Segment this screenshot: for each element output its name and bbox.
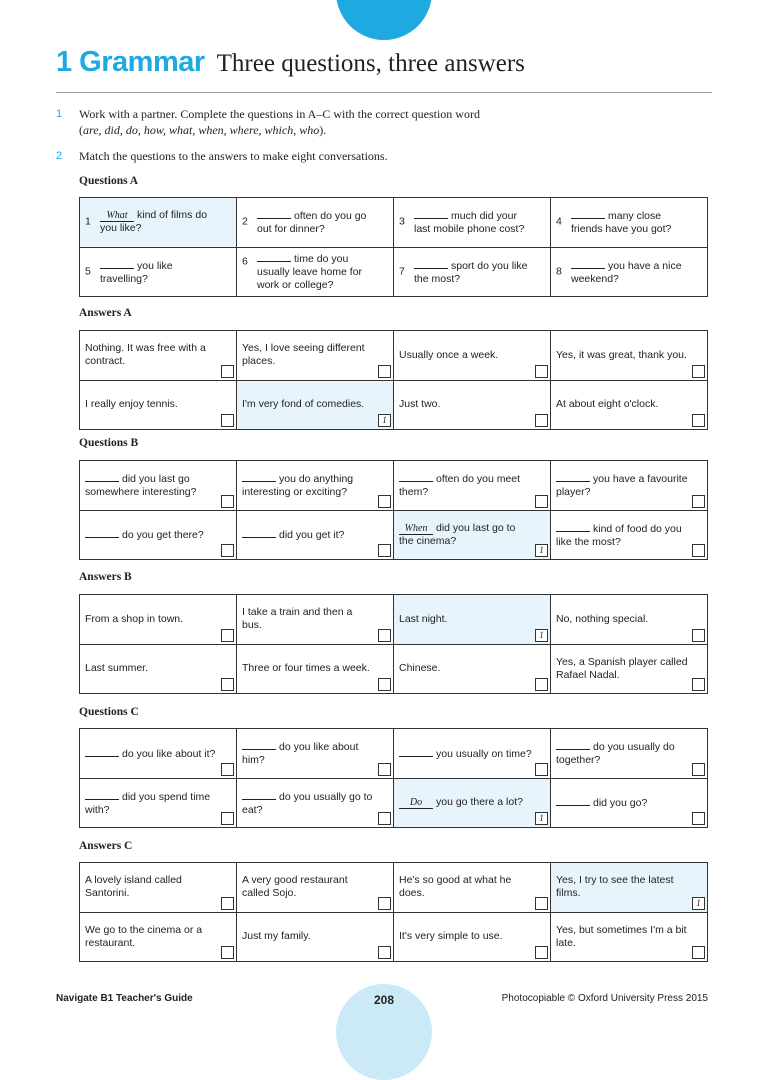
match-checkbox[interactable] <box>221 629 234 642</box>
answer-cell <box>551 331 708 381</box>
answer-text: Just two. <box>399 398 441 411</box>
question-text: sport do you like the most? <box>414 259 528 285</box>
question-text: you like travelling? <box>100 259 173 285</box>
question-text: you go there a lot? <box>436 796 523 809</box>
answer-text: Last night. <box>399 612 448 625</box>
match-checkbox[interactable]: 1 <box>692 897 705 910</box>
match-checkbox[interactable] <box>535 414 548 427</box>
answer-blank[interactable] <box>399 471 433 482</box>
answer-text: Yes, a Spanish player called Rafael Nadal. <box>556 655 688 681</box>
section-label-questions-b: Questions B <box>79 437 139 449</box>
answer-text: Yes, I love seeing different places. <box>242 342 365 368</box>
match-checkbox[interactable] <box>378 897 391 910</box>
answer-text: No, nothing special. <box>556 612 649 625</box>
answer-text: At about eight o'clock. <box>556 398 659 411</box>
title-divider <box>56 92 712 93</box>
question-text-wrap <box>85 527 204 542</box>
answer-text: Three or four times a week. <box>242 662 370 675</box>
question-cell <box>80 729 237 779</box>
question-text-wrap <box>399 746 532 761</box>
question-text: often do you meet them? <box>399 473 521 499</box>
answer-text-wrap <box>85 662 148 675</box>
answer-text-wrap <box>399 398 440 411</box>
question-text: often do you go out for dinner? <box>257 210 367 236</box>
instruction-text: Match the questions to the answers to make eight conversations. <box>79 149 388 163</box>
instruction-text-b: ). <box>319 122 327 137</box>
answer-blank[interactable] <box>556 471 590 482</box>
match-checkbox[interactable] <box>221 812 234 825</box>
question-cell <box>394 729 551 779</box>
question-text: do you like about it? <box>122 747 216 760</box>
match-checkbox[interactable] <box>221 946 234 959</box>
top-decor-circle <box>336 0 432 40</box>
section-label-answers-b: Answers B <box>79 571 132 583</box>
answer-text: Yes, but sometimes I'm a bit late. <box>556 923 687 949</box>
questions-a-grid <box>79 197 708 297</box>
match-checkbox[interactable] <box>535 946 548 959</box>
match-checkbox[interactable] <box>378 812 391 825</box>
question-text: kind of food do you like the most? <box>556 522 682 548</box>
question-cell <box>551 779 708 829</box>
question-word-list: are, did, do, how, what, when, where, which, who <box>83 122 320 137</box>
question-text-wrap <box>399 796 523 809</box>
match-checkbox[interactable] <box>692 763 705 776</box>
answer-text: Chinese. <box>399 662 441 675</box>
question-text-wrap <box>414 208 532 236</box>
answer-text-wrap <box>85 342 218 368</box>
title-subtitle: Three questions, three answers <box>216 50 525 77</box>
question-text: did you last go to the cinema? <box>399 521 516 547</box>
match-checkbox[interactable] <box>692 365 705 378</box>
match-checkbox[interactable] <box>221 544 234 557</box>
filled-answer-blank[interactable]: What <box>100 210 134 222</box>
answer-blank[interactable] <box>556 795 590 806</box>
question-cell <box>80 779 237 829</box>
answer-cell <box>394 863 551 913</box>
answer-cell <box>80 381 237 431</box>
question-text: did you go? <box>593 797 648 810</box>
match-checkbox[interactable] <box>221 495 234 508</box>
answer-cell <box>551 913 708 963</box>
match-checkbox[interactable] <box>535 763 548 776</box>
answer-cell <box>394 645 551 695</box>
question-text-wrap <box>100 209 218 235</box>
answer-cell <box>237 913 394 963</box>
title-number: 1 Grammar <box>56 46 205 78</box>
question-cell <box>394 461 551 511</box>
question-text-wrap <box>257 251 375 292</box>
match-checkbox[interactable] <box>378 946 391 959</box>
answer-text-wrap <box>85 874 218 900</box>
question-cell <box>80 248 237 298</box>
question-cell <box>394 779 551 829</box>
question-text-wrap <box>399 471 532 499</box>
answer-text: Yes, I try to see the latest films. <box>556 874 674 900</box>
question-text: you usually on time? <box>436 747 532 760</box>
instruction-text <box>79 107 496 138</box>
answer-cell <box>551 863 708 913</box>
answer-cell <box>237 645 394 695</box>
match-checkbox[interactable] <box>692 495 705 508</box>
answer-text-wrap <box>242 930 311 943</box>
answer-blank[interactable] <box>571 258 605 269</box>
question-cell <box>80 461 237 511</box>
answer-cell <box>551 381 708 431</box>
answer-cell <box>394 381 551 431</box>
questions-b-grid <box>79 460 708 560</box>
match-checkbox[interactable] <box>221 897 234 910</box>
answer-blank[interactable] <box>556 521 590 532</box>
question-cell <box>237 729 394 779</box>
question-text-wrap <box>556 471 689 499</box>
answer-text: We go to the cinema or a restaurant. <box>85 923 203 949</box>
match-checkbox[interactable] <box>378 365 391 378</box>
question-cell <box>237 779 394 829</box>
question-text-wrap <box>556 521 689 549</box>
answer-blank[interactable] <box>414 258 448 269</box>
question-text-wrap <box>85 471 218 499</box>
match-checkbox[interactable] <box>535 365 548 378</box>
answer-text-wrap <box>399 874 532 900</box>
match-checkbox[interactable] <box>692 946 705 959</box>
question-cell <box>551 198 708 248</box>
answer-blank[interactable] <box>85 789 119 800</box>
answer-blank[interactable] <box>242 527 276 538</box>
question-text-wrap <box>242 739 375 767</box>
question-cell <box>551 248 708 298</box>
question-text-wrap <box>242 527 344 542</box>
match-checkbox[interactable] <box>378 629 391 642</box>
answer-cell <box>237 331 394 381</box>
question-text-wrap <box>571 208 689 236</box>
question-cell <box>80 511 237 561</box>
answer-cell <box>394 595 551 645</box>
match-checkbox[interactable] <box>692 678 705 691</box>
answer-text: From a shop in town. <box>85 612 184 625</box>
match-checkbox[interactable] <box>535 495 548 508</box>
match-checkbox[interactable] <box>692 812 705 825</box>
question-number: 7 <box>399 265 405 278</box>
filled-answer-blank[interactable]: When <box>399 523 433 535</box>
answer-cell <box>237 595 394 645</box>
match-checkbox[interactable]: 1 <box>535 812 548 825</box>
question-text: did you last go somewhere interesting? <box>85 473 197 499</box>
answer-text-wrap <box>85 398 178 411</box>
answer-text-wrap <box>399 613 447 626</box>
answer-cell <box>394 913 551 963</box>
question-text-wrap <box>100 258 218 286</box>
answer-blank[interactable] <box>85 527 119 538</box>
question-text: you do anything interesting or exciting? <box>242 473 354 499</box>
question-cell <box>80 198 237 248</box>
answer-blank[interactable] <box>85 746 119 757</box>
answer-cell <box>237 381 394 431</box>
answer-cell <box>394 331 551 381</box>
question-text-wrap <box>257 208 375 236</box>
answer-text-wrap <box>242 606 375 632</box>
footer-copyright: Photocopiable © Oxford University Press 2015 <box>501 993 708 1004</box>
answer-text-wrap <box>556 874 689 900</box>
answer-cell <box>80 331 237 381</box>
answer-cell <box>551 645 708 695</box>
question-cell <box>237 248 394 298</box>
answer-blank[interactable] <box>242 789 276 800</box>
questions-c-grid <box>79 728 708 828</box>
answer-blank[interactable] <box>257 251 291 262</box>
match-checkbox[interactable] <box>535 678 548 691</box>
answer-text-wrap <box>399 349 498 362</box>
match-checkbox[interactable] <box>221 414 234 427</box>
question-cell <box>551 511 708 561</box>
question-number: 2 <box>242 215 248 228</box>
instruction-2 <box>56 149 496 165</box>
match-checkbox[interactable] <box>535 897 548 910</box>
question-text-wrap <box>85 789 218 817</box>
answer-cell <box>237 863 394 913</box>
page-number: 208 <box>373 993 395 1007</box>
question-number: 5 <box>85 265 91 278</box>
answer-text-wrap <box>399 662 440 675</box>
section-label-answers-c: Answers C <box>79 840 133 852</box>
match-checkbox[interactable]: 1 <box>535 629 548 642</box>
question-text: many close friends have you got? <box>571 210 672 236</box>
question-text: do you get there? <box>122 529 204 542</box>
answer-cell <box>80 595 237 645</box>
answer-text: Usually once a week. <box>399 348 499 361</box>
question-number: 1 <box>85 215 91 228</box>
section-label-questions-a: Questions A <box>79 175 139 187</box>
answer-text: I take a train and then a bus. <box>242 606 353 632</box>
match-checkbox[interactable] <box>692 544 705 557</box>
question-cell <box>394 248 551 298</box>
answer-text-wrap <box>556 924 689 950</box>
match-checkbox[interactable]: 1 <box>378 414 391 427</box>
instruction-1 <box>56 107 496 138</box>
question-number: 6 <box>242 255 248 267</box>
answer-text-wrap <box>242 662 370 675</box>
question-cell <box>394 198 551 248</box>
filled-answer-blank[interactable]: Do <box>399 797 433 809</box>
answer-text-wrap <box>242 342 375 368</box>
question-text-wrap <box>571 258 689 286</box>
answer-cell <box>80 863 237 913</box>
question-text: you have a nice weekend? <box>571 259 682 285</box>
match-checkbox[interactable] <box>378 763 391 776</box>
question-number: 8 <box>556 265 562 278</box>
answer-text-wrap <box>85 924 218 950</box>
question-number: 4 <box>556 215 562 228</box>
question-cell <box>394 511 551 561</box>
answer-blank[interactable] <box>414 208 448 219</box>
answer-text-wrap <box>556 613 648 626</box>
answer-blank[interactable] <box>242 739 276 750</box>
match-checkbox[interactable] <box>378 495 391 508</box>
answer-blank[interactable] <box>399 746 433 757</box>
match-checkbox[interactable] <box>692 414 705 427</box>
question-text: much did your last mobile phone cost? <box>414 210 525 236</box>
answer-blank[interactable] <box>242 471 276 482</box>
answer-text: It's very simple to use. <box>399 930 503 943</box>
question-number: 3 <box>399 215 405 228</box>
question-text: did you spend time with? <box>85 790 211 816</box>
section-label-questions-c: Questions C <box>79 706 139 718</box>
answers-a-grid <box>79 330 708 430</box>
question-text-wrap <box>242 789 375 817</box>
footer-book-title: Navigate B1 Teacher's Guide <box>56 993 193 1004</box>
page-title <box>56 46 525 79</box>
answers-b-grid <box>79 594 708 694</box>
answer-text: I'm very fond of comedies. <box>242 398 365 411</box>
question-text: do you like about him? <box>242 741 359 767</box>
question-cell <box>237 511 394 561</box>
question-text: do you usually go to eat? <box>242 790 373 816</box>
match-checkbox[interactable] <box>221 763 234 776</box>
match-checkbox[interactable] <box>378 678 391 691</box>
answer-text: Just my family. <box>242 930 311 943</box>
question-cell <box>237 461 394 511</box>
answer-text-wrap <box>556 656 689 682</box>
answer-text-wrap <box>85 613 183 626</box>
answer-text-wrap <box>556 398 658 411</box>
question-text: did you get it? <box>279 529 345 542</box>
question-text-wrap <box>556 739 689 767</box>
question-text-wrap <box>414 258 532 286</box>
answer-text-wrap <box>556 349 687 362</box>
question-text-wrap <box>399 522 532 548</box>
question-text-wrap <box>242 471 375 499</box>
match-checkbox[interactable]: 1 <box>535 544 548 557</box>
match-checkbox[interactable] <box>221 365 234 378</box>
answer-text-wrap <box>242 398 364 411</box>
answer-text-wrap <box>399 930 503 943</box>
answer-text-wrap <box>242 874 375 900</box>
answer-text: Yes, it was great, thank you. <box>556 348 687 361</box>
question-cell <box>237 198 394 248</box>
instruction-number: 2 <box>56 150 63 162</box>
question-cell <box>551 729 708 779</box>
answer-cell <box>551 595 708 645</box>
question-text: kind of films do you like? <box>100 209 208 235</box>
answer-text: He's so good at what he does. <box>399 874 512 900</box>
answer-text: I really enjoy tennis. <box>85 398 178 411</box>
question-text: you have a favourite player? <box>556 473 688 499</box>
answer-text: Last summer. <box>85 662 149 675</box>
match-checkbox[interactable] <box>378 544 391 557</box>
answer-blank[interactable] <box>571 208 605 219</box>
answer-blank[interactable] <box>100 258 134 269</box>
instruction-text-a: Work with a partner. Complete the questions in A–C with the correct question word ( <box>79 107 480 137</box>
answer-blank[interactable] <box>556 739 590 750</box>
answer-text: A very good restaurant called Sojo. <box>242 874 348 900</box>
answer-text: A lovely island called Santorini. <box>85 874 182 900</box>
answer-blank[interactable] <box>257 208 291 219</box>
question-text-wrap <box>85 746 215 761</box>
question-text: time do you usually leave home for work or college? <box>257 253 363 292</box>
answer-cell <box>80 913 237 963</box>
question-text: do you usually do together? <box>556 741 675 767</box>
section-label-answers-a: Answers A <box>79 307 132 319</box>
answers-c-grid <box>79 862 708 962</box>
answer-text: Nothing. It was free with a contract. <box>85 342 206 368</box>
instruction-number: 1 <box>56 108 63 120</box>
question-cell <box>551 461 708 511</box>
question-text-wrap <box>556 795 647 810</box>
match-checkbox[interactable] <box>221 678 234 691</box>
answer-cell <box>80 645 237 695</box>
answer-blank[interactable] <box>85 471 119 482</box>
match-checkbox[interactable] <box>692 629 705 642</box>
